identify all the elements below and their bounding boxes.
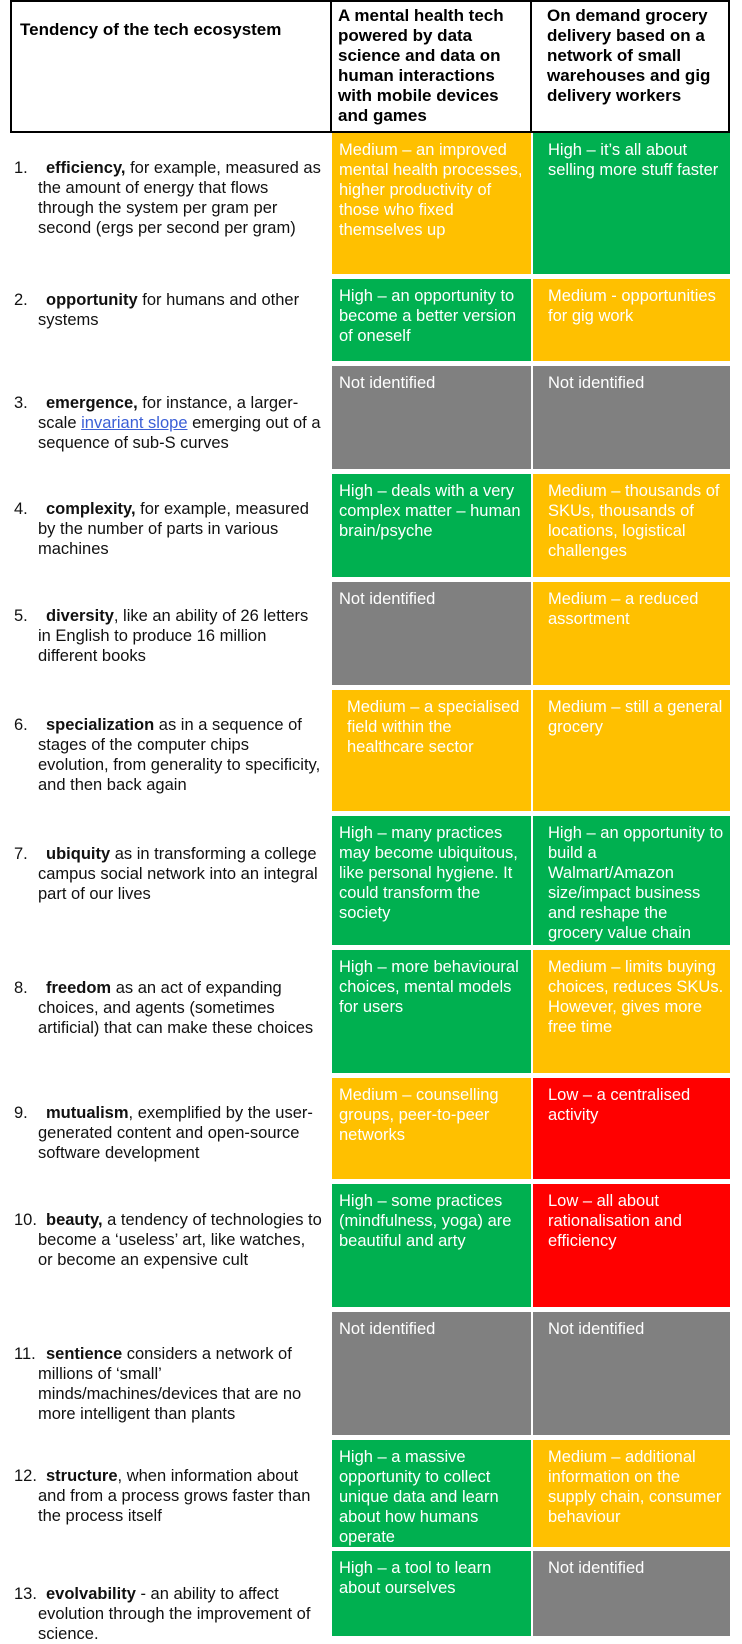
tendency-item [14,1584,324,1644]
item-text [14,1344,324,1424]
grocery-rating-cell: Low – all about rationalisation and efficiency [533,1184,730,1307]
tendency-term: emergence, [46,394,138,412]
tendency-term: mutualism [46,1104,129,1122]
invariant-slope-link[interactable]: invariant slope [81,414,188,432]
tendency-term: beauty, [46,1211,103,1229]
item-number: 5. [14,607,28,625]
mental-health-rating-cell: Not identified [332,582,531,685]
tendency-description: as in a sequence of stages of the computer chips evolution, from generality to specificity, and then back again [38,716,321,794]
grocery-rating-cell: Low – a centralised activity [533,1078,730,1179]
grocery-rating-cell: Medium – additional information on the supply chain, consumer behaviour [533,1440,730,1547]
tendency-term: structure [46,1467,118,1485]
tendency-description: for humans and other systems [38,291,300,329]
header-grocery-delivery: On demand grocery delivery based on a network of small warehouses and gig delivery workers [532,0,730,133]
item-number: 11. [14,1345,36,1363]
item-number: 8. [14,979,28,997]
grocery-rating-cell: High – an opportunity to build a Walmart/Amazon size/impact business and reshape the grocery value chain [533,816,730,945]
tendency-description: emerging out of a sequence of sub-S curves [38,414,321,452]
tendency-term: opportunity [46,291,138,309]
tendency-term: evolvability [46,1585,136,1603]
tendency-term: diversity [46,607,114,625]
item-text [14,715,324,795]
mental-health-rating-cell: Not identified [332,1312,531,1435]
item-number: 9. [14,1104,28,1122]
tendency-description: for example, measured by the number of parts in various machines [38,500,309,558]
item-number: 6. [14,716,28,734]
tendency-item [14,1103,324,1163]
mental-health-rating-cell: Medium – counselling groups, peer-to-peer networks [332,1078,531,1179]
tendency-description: considers a network of millions of ‘small’ minds/machines/devices that are no more intelligent than plants [38,1345,302,1423]
item-text [14,1466,324,1526]
tendency-description: for instance, a larger-scale [38,394,299,432]
tendency-item [14,715,324,795]
mental-health-rating-cell: High – many practices may become ubiquitous, like personal hygiene. It could transform the society [332,816,531,945]
tendency-item [14,393,324,453]
item-text [14,1584,324,1644]
tendency-item [14,1344,324,1424]
tendency-item [14,1210,324,1270]
item-text [14,499,324,559]
grocery-rating-cell: Not identified [533,366,730,469]
item-number: 4. [14,500,28,518]
grocery-rating-cell: Not identified [533,1312,730,1435]
mental-health-rating-cell: Not identified [332,366,531,469]
item-text [14,844,324,904]
item-number: 3. [14,394,28,412]
tendency-term: complexity, [46,500,136,518]
tendency-item [14,158,324,238]
tendency-term: ubiquity [46,845,111,863]
grocery-rating-cell: High – it’s all about selling more stuff faster [533,133,730,274]
tendency-description: as an act of expanding choices, and agents (sometimes artificial) that can make these choices [38,979,314,1037]
tendency-description: , when information about and from a process grows faster than the process itself [38,1467,311,1525]
tendency-term: freedom [46,979,112,997]
grocery-rating-cell: Not identified [533,1551,730,1636]
tendency-description: a tendency of technologies to become a ‘useless’ art, like watches, or become an expensive cult [38,1211,322,1269]
grocery-rating-cell: Medium – a reduced assortment [533,582,730,685]
tendency-description: as in transforming a college campus social network into an integral part of our lives [38,845,318,903]
item-text [14,290,324,330]
item-number: 10. [14,1211,37,1229]
tendency-item [14,290,324,330]
item-text [14,1103,324,1163]
tendency-item [14,499,324,559]
tendency-description: - an ability to affect evolution through the improvement of science. [38,1585,311,1643]
tendency-term: sentience [46,1345,123,1363]
item-number: 12. [14,1467,37,1485]
mental-health-rating-cell: Medium – a specialised field within the healthcare sector [332,690,531,811]
tendency-term: specialization [46,716,155,734]
tendency-item [14,978,324,1038]
item-number: 2. [14,291,28,309]
mental-health-rating-cell: Medium – an improved mental health processes, higher productivity of those who fixed themselves up [332,133,531,274]
mental-health-rating-cell: High – a massive opportunity to collect unique data and learn about how humans operate [332,1440,531,1547]
tendency-description: for example, measured as the amount of energy that flows through the system per gram per second (ergs per second per gram) [38,159,321,237]
grocery-rating-cell: Medium – thousands of SKUs, thousands of locations, logistical challenges [533,474,730,577]
item-text [14,1210,324,1270]
tendency-description: , like an ability of 26 letters in English to produce 16 million different books [38,607,309,665]
grocery-rating-cell: Medium – limits buying choices, reduces SKUs. However, gives more free time [533,950,730,1073]
grocery-rating-cell: Medium – still a general grocery [533,690,730,811]
tendency-item [14,606,324,666]
item-text [14,606,324,666]
tendency-term: efficiency, [46,159,126,177]
mental-health-rating-cell: High – deals with a very complex matter – human brain/psyche [332,474,531,577]
item-number: 13. [14,1585,37,1603]
tendency-item [14,844,324,904]
mental-health-rating-cell: High – a tool to learn about ourselves [332,1551,531,1636]
grocery-rating-cell: Medium - opportunities for gig work [533,279,730,361]
item-text [14,978,324,1038]
mental-health-rating-cell: High – more behavioural choices, mental models for users [332,950,531,1073]
item-text [14,158,324,238]
header-mental-health-tech: A mental health tech powered by data science and data on human interactions with mobile devices and games [332,0,532,133]
item-number: 7. [14,845,28,863]
tendency-description: , exemplified by the user-generated content and open-source software development [38,1104,313,1162]
item-text [14,393,324,453]
mental-health-rating-cell: High – some practices (mindfulness, yoga) are beautiful and arty [332,1184,531,1307]
tendency-item [14,1466,324,1526]
mental-health-rating-cell: High – an opportunity to become a better version of oneself [332,279,531,361]
header-tendency: Tendency of the tech ecosystem [10,0,332,133]
item-number: 1. [14,159,28,177]
